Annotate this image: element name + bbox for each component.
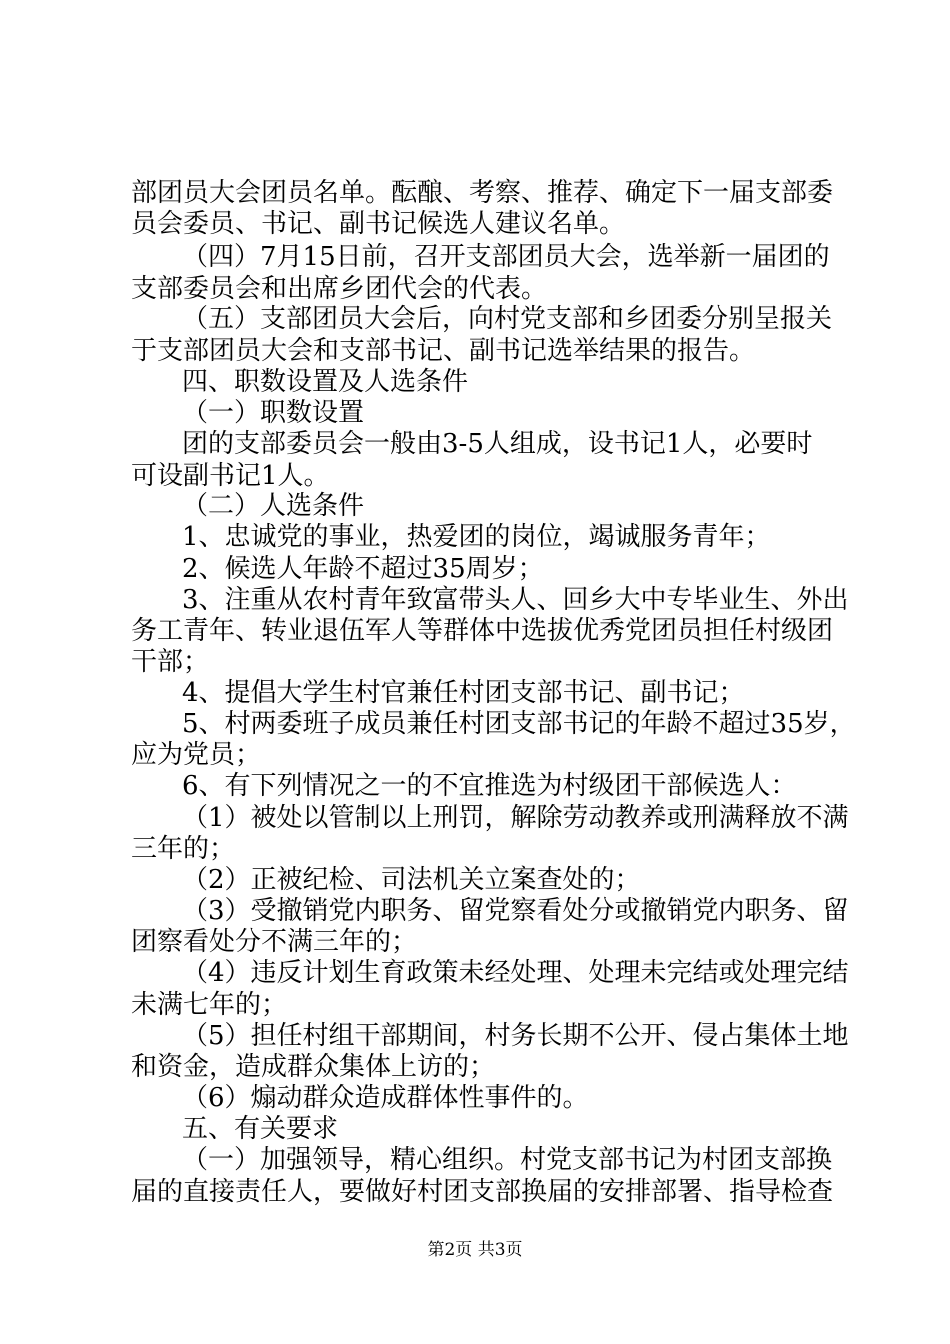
text-line: （四）7月15日前，召开支部团员大会，选举新一届团的 bbox=[182, 242, 830, 272]
list-item: 2、候选人年龄不超过35周岁； bbox=[182, 554, 544, 584]
list-item: （4）违反计划生育政策未经处理、处理未完结或处理完结 bbox=[182, 958, 849, 988]
page-footer: 第2页 共3页 bbox=[427, 1240, 523, 1260]
list-item: 5、村两委班子成员兼任村团支部书记的年龄不超过35岁， bbox=[182, 709, 856, 739]
list-item: 1、忠诚党的事业，热爱团的岗位，竭诚服务青年； bbox=[182, 522, 771, 552]
list-item: （2）正被纪检、司法机关立案查处的； bbox=[182, 865, 641, 895]
text-line: 团察看处分不满三年的； bbox=[131, 927, 418, 957]
list-item: 3、注重从农村青年致富带头人、回乡大中专毕业生、外出 bbox=[182, 585, 849, 615]
list-item: （3）受撤销党内职务、留党察看处分或撤销党内职务、留 bbox=[182, 896, 849, 926]
list-item: 4、提倡大学生村官兼任村团支部书记、副书记； bbox=[182, 678, 745, 708]
text-line: （五）支部团员大会后，向村党支部和乡团委分别呈报关 bbox=[182, 304, 833, 334]
text-line: 于支部团员大会和支部书记、副书记选举结果的报告。 bbox=[131, 336, 756, 366]
text-line: 可设副书记1人。 bbox=[131, 461, 330, 491]
text-line: 届的直接责任人，要做好村团支部换届的安排部署、指导检查 bbox=[131, 1177, 834, 1207]
text-line: 未满七年的； bbox=[131, 990, 288, 1020]
text-line: 部团员大会团员名单。酝酿、考察、推荐、确定下一届支部委 bbox=[131, 178, 834, 208]
text-line: 团的支部委员会一般由3-5人组成，设书记1人，必要时 bbox=[182, 429, 813, 459]
text-line: 员会委员、书记、副书记候选人建议名单。 bbox=[131, 209, 626, 239]
text-line: 应为党员； bbox=[131, 740, 262, 770]
text-line: 和资金，造成群众集体上访的； bbox=[131, 1052, 496, 1082]
text-line: 务工青年、转业退伍军人等群体中选拔优秀党团员担任村级团 bbox=[131, 616, 834, 646]
list-item: （6）煽动群众造成群体性事件的。 bbox=[182, 1083, 589, 1113]
text-line: 三年的； bbox=[131, 834, 236, 864]
subsection-heading: （一）职数设置 bbox=[182, 398, 365, 428]
text-line: 支部委员会和出席乡团代会的代表。 bbox=[131, 274, 548, 304]
section-heading: 五、有关要求 bbox=[182, 1114, 339, 1144]
list-item: （5）担任村组干部期间，村务长期不公开、侵占集体土地 bbox=[182, 1021, 849, 1051]
section-heading: 四、职数设置及人选条件 bbox=[182, 367, 469, 397]
subsection-heading: （二）人选条件 bbox=[182, 491, 365, 521]
list-item: 6、有下列情况之一的不宜推选为村级团干部候选人： bbox=[182, 771, 797, 801]
text-line: 干部； bbox=[131, 647, 210, 677]
text-line: （一）加强领导，精心组织。村党支部书记为村团支部换 bbox=[182, 1145, 833, 1175]
list-item: （1）被处以管制以上刑罚，解除劳动教养或刑满释放不满 bbox=[182, 803, 849, 833]
